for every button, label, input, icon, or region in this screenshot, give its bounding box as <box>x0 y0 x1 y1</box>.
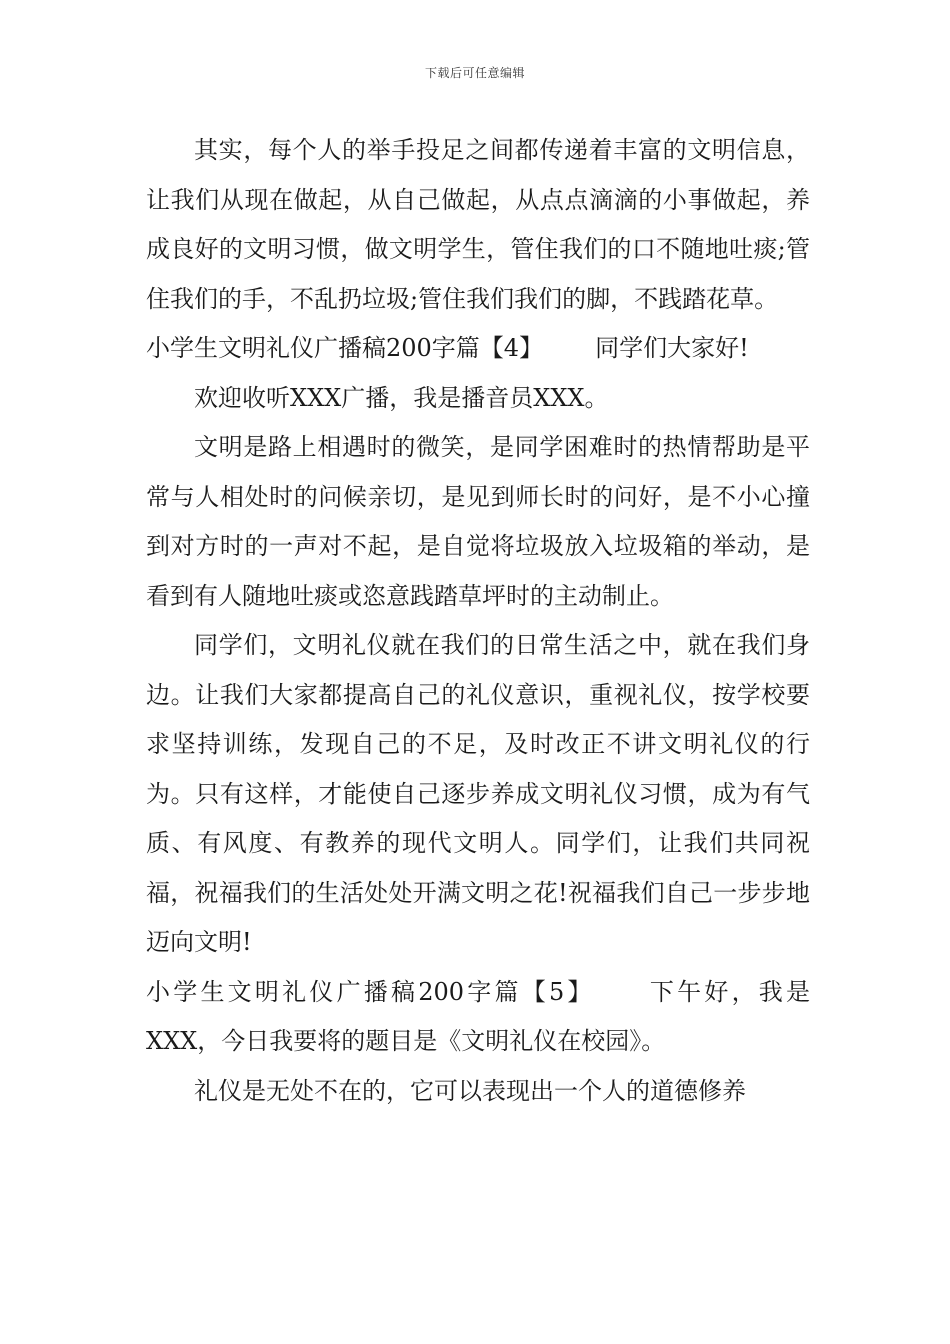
section-greeting-5: 下午好，我是XXX，今日我要将的题目是《文明礼仪在校园》。 <box>146 977 811 1055</box>
paragraph-etiquette-call: 同学们，文明礼仪就在我们的日常生活之中，就在我们身边。让我们大家都提高自己的礼仪意识，重视礼仪，按学校要求坚持训练，发现自己的不足，及时改正不讲文明礼仪的行为。只有这样，才能使自己逐步养成文明礼仪习惯，成为有气质、有风度、有教养的现代文明人。同学们，让我们共同祝福，祝福我们的生活处处开满文明之花!祝福我们自己一步步地迈向文明! <box>146 631 810 956</box>
paragraph-etiquette-everywhere: 礼仪是无处不在的，它可以表现出一个人的道德修养 <box>194 1076 746 1105</box>
paragraph-civility-habits: 其实，每个人的举手投足之间都传递着丰富的文明信息，让我们从现在做起，从自己做起，从点点滴滴的小事做起，养成良好的文明习惯，做文明学生，管住我们的口不随地吐痰;管住我们的手，不乱扔垃圾;管住我们我们的脚，不践踏花草。 <box>146 136 810 313</box>
page-header: 下载后可任意编辑 <box>424 66 525 80</box>
paragraph-civility-definition: 文明是路上相遇时的微笑，是同学困难时的热情帮助是平常与人相处时的问候亲切，是见到师长时的问好，是不小心撞到对方时的一声对不起，是自觉将垃圾放入垃圾箱的举动，是看到有人随地吐痰或恣意践踏草坪时的主动制止。 <box>146 433 810 610</box>
section-heading-5 <box>146 968 810 1067</box>
document-body <box>146 126 810 1116</box>
paragraph-welcome: 欢迎收听XXX广播，我是播音员XXX。 <box>194 383 609 412</box>
section-title-5: 小学生文明礼仪广播稿200字篇【5】 <box>146 977 595 1006</box>
section-heading-4 <box>146 324 810 374</box>
section-greeting-4: 同学们大家好! <box>595 334 749 362</box>
section-title-4: 小学生文明礼仪广播稿200字篇【4】 <box>146 334 544 362</box>
